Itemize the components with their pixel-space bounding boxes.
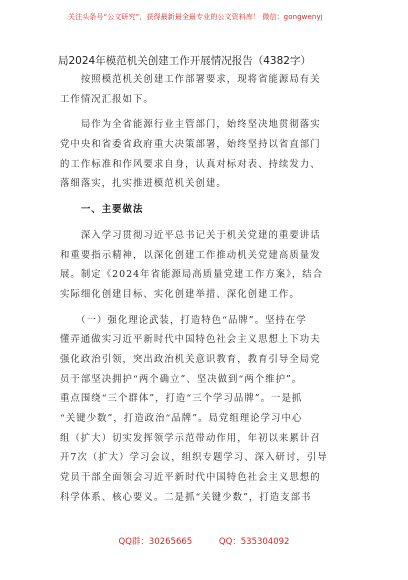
text-line: 工作情况汇报如下。 — [60, 93, 154, 105]
text-line: 党中央和省委省政府重大决策部署，始终坚持以省直部门 — [60, 139, 321, 151]
text-line: 党员干部全面领会习近平新时代中国特色社会主义思想的 — [60, 472, 321, 484]
qq-number: QQ：535304092 — [218, 537, 290, 547]
paragraph-overview — [60, 115, 353, 194]
text-line: 员干部坚决拥护“两个确立”、坚决做到“两个维护”。 — [60, 373, 303, 385]
paragraph-intro — [60, 70, 353, 109]
text-line: 组（扩大）切实发挥领学示范带动作用，年初以来累计召 — [60, 432, 321, 444]
text-line: 强化政治引领，突出政治机关意识教育，教育引导全局党 — [60, 353, 321, 365]
promo-header: 关注头条号“公文研究”，获得最新最全最专业的公文资料库！ 微信：gongwenyj — [68, 13, 323, 21]
text-line: 实际细化创建目标、实化创建举措、深化创建工作。 — [60, 288, 300, 300]
text-line: 懂弄通做实习近平新时代中国特色社会主义思想上下功夫 — [60, 334, 321, 346]
paragraph-theory — [60, 311, 353, 508]
contact-footer — [0, 535, 408, 547]
text-line: 和重要指示精神，以深化创建工作推动机关党建高质量发 — [60, 249, 321, 261]
text-line: 科学体系、核心要义。二是抓“关键少数”，打造支部书 — [60, 491, 312, 503]
document-body — [60, 70, 353, 507]
document-title: 局2024年模范机关创建工作开展情况报告（4382字） — [58, 55, 311, 67]
section-heading: 一、主要做法 — [60, 204, 144, 216]
paragraph-study — [60, 226, 353, 305]
text-line: 局作为全省能源行业主管部门，始终坚决地贯彻落实 — [60, 119, 321, 131]
text-line: “关键少数”，打造政治“品牌”。局党组理论学习中心 — [60, 413, 303, 424]
text-line: 落细落实，扎实推进模范机关创建。 — [60, 178, 227, 190]
text-line: 的工作标准和作风要求自身，认真对标对表、持续发力、 — [60, 158, 321, 170]
text-line: 重点围绕“三个群体”，打造“三个学习品牌”。一是抓 — [60, 393, 303, 405]
qq-group-number: QQ群：30265665 — [118, 537, 193, 547]
text-line: 深入学习贯彻习近平总书记关于机关党建的重要讲话 — [60, 229, 321, 241]
text-line: 开7次（扩大）学习会议，组织专题学习、深入研讨，引导 — [60, 452, 328, 464]
text-line: 按照模范机关创建工作部署要求，现将省能源局有关 — [60, 74, 321, 85]
text-line: 展。制定《2024年省能源局高质量党建工作方案》，结合 — [60, 269, 324, 281]
text-line: （一）强化理论武装，打造特色“品牌”。坚持在学 — [60, 314, 307, 326]
